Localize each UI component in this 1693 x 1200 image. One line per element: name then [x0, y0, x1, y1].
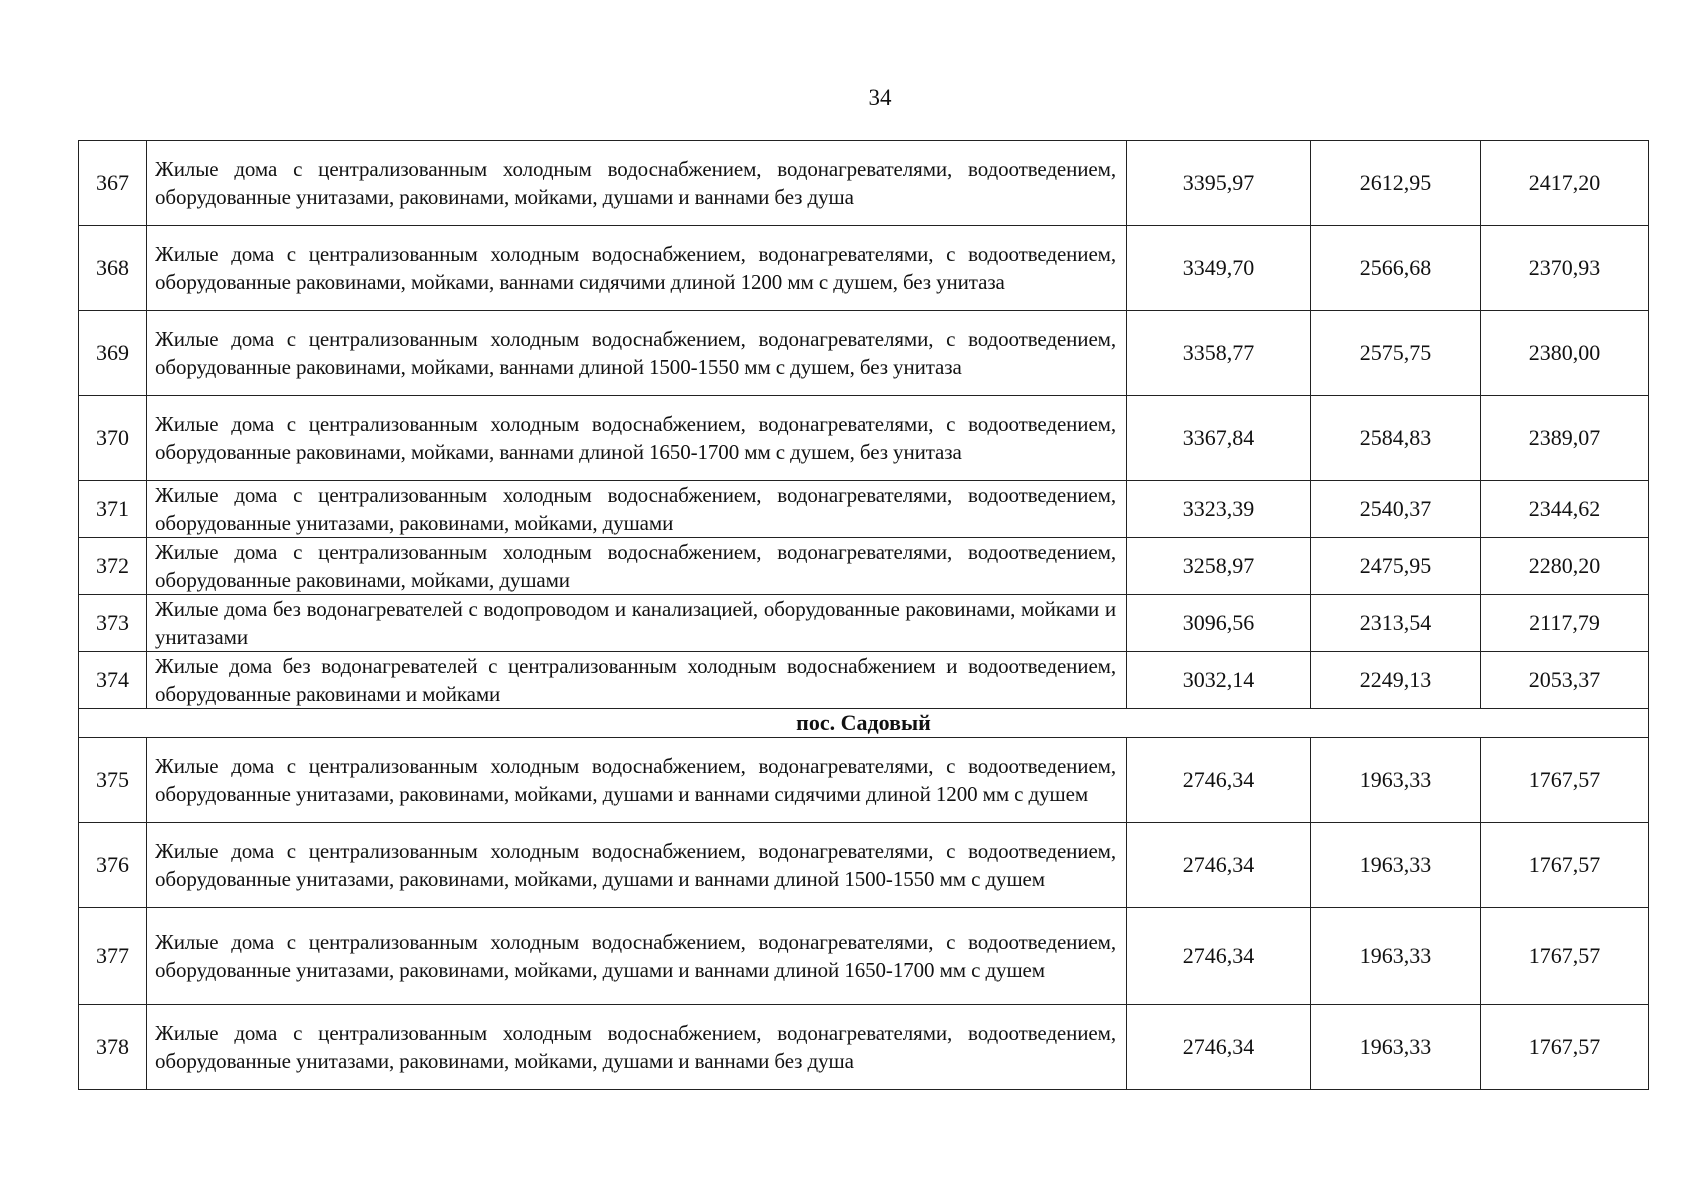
row-number: 377 — [79, 908, 147, 1005]
row-value-1: 2746,34 — [1127, 738, 1311, 823]
row-description: Жилые дома с централизованным холодным водоснабжением, водонагревателями, с водоотведением, оборудованные раковинами, мойками, ваннами длиной 1500-1550 мм с душем, без унитаза — [147, 311, 1127, 396]
row-value-1: 3096,56 — [1127, 595, 1311, 652]
table-row — [79, 1005, 1649, 1090]
row-value-2: 2575,75 — [1311, 311, 1481, 396]
row-value-2: 2584,83 — [1311, 396, 1481, 481]
row-value-1: 3258,97 — [1127, 538, 1311, 595]
row-value-3: 2370,93 — [1481, 226, 1649, 311]
section-title: пос. Садовый — [79, 709, 1649, 738]
row-number: 375 — [79, 738, 147, 823]
table-row — [79, 141, 1649, 226]
table-row — [79, 595, 1649, 652]
table-row — [79, 226, 1649, 311]
row-number: 374 — [79, 652, 147, 709]
row-number: 369 — [79, 311, 147, 396]
row-value-1: 3349,70 — [1127, 226, 1311, 311]
row-value-3: 2417,20 — [1481, 141, 1649, 226]
row-number: 378 — [79, 1005, 147, 1090]
row-description: Жилые дома с централизованным холодным водоснабжением, водонагревателями, водоотведением, оборудованные раковинами, мойками, душами — [147, 538, 1127, 595]
row-value-1: 2746,34 — [1127, 823, 1311, 908]
row-value-2: 2540,37 — [1311, 481, 1481, 538]
row-number: 368 — [79, 226, 147, 311]
row-value-2: 2475,95 — [1311, 538, 1481, 595]
row-value-3: 2389,07 — [1481, 396, 1649, 481]
row-value-2: 2249,13 — [1311, 652, 1481, 709]
tariff-table — [78, 140, 1649, 1090]
table-row — [79, 738, 1649, 823]
row-value-3: 2280,20 — [1481, 538, 1649, 595]
row-value-1: 2746,34 — [1127, 1005, 1311, 1090]
row-value-3: 2380,00 — [1481, 311, 1649, 396]
table-row — [79, 823, 1649, 908]
row-number: 372 — [79, 538, 147, 595]
row-description: Жилые дома с централизованным холодным водоснабжением, водонагревателями, с водоотведением, оборудованные унитазами, раковинами, мойками, душами и ваннами длиной 1650-1700 мм с душем — [147, 908, 1127, 1005]
row-value-3: 1767,57 — [1481, 1005, 1649, 1090]
row-value-1: 3032,14 — [1127, 652, 1311, 709]
row-value-2: 1963,33 — [1311, 1005, 1481, 1090]
table-row — [79, 481, 1649, 538]
page-number: 34 — [868, 85, 892, 110]
row-value-3: 1767,57 — [1481, 823, 1649, 908]
row-description: Жилые дома с централизованным холодным водоснабжением, водонагревателями, водоотведением, оборудованные унитазами, раковинами, мойками, душами и ваннами без душа — [147, 1005, 1127, 1090]
row-value-1: 3358,77 — [1127, 311, 1311, 396]
row-description: Жилые дома с централизованным холодным водоснабжением, водонагревателями, с водоотведением, оборудованные унитазами, раковинами, мойками, душами и ваннами длиной 1500-1550 мм с душем — [147, 823, 1127, 908]
table-row — [79, 652, 1649, 709]
section-row — [79, 709, 1649, 738]
row-value-3: 2117,79 — [1481, 595, 1649, 652]
row-value-2: 1963,33 — [1311, 823, 1481, 908]
row-description: Жилые дома с централизованным холодным водоснабжением, водонагревателями, с водоотведением, оборудованные раковинами, мойками, ваннами сидячими длиной 1200 мм с душем, без унитаза — [147, 226, 1127, 311]
row-number: 367 — [79, 141, 147, 226]
row-value-2: 1963,33 — [1311, 738, 1481, 823]
row-value-2: 2313,54 — [1311, 595, 1481, 652]
row-value-3: 2344,62 — [1481, 481, 1649, 538]
table-row — [79, 908, 1649, 1005]
row-number: 373 — [79, 595, 147, 652]
row-description: Жилые дома без водонагревателей с водопроводом и канализацией, оборудованные раковинами, мойками и унитазами — [147, 595, 1127, 652]
row-number: 371 — [79, 481, 147, 538]
row-value-2: 1963,33 — [1311, 908, 1481, 1005]
row-description: Жилые дома с централизованным холодным водоснабжением, водонагревателями, с водоотведением, оборудованные раковинами, мойками, ваннами длиной 1650-1700 мм с душем, без унитаза — [147, 396, 1127, 481]
row-value-1: 3367,84 — [1127, 396, 1311, 481]
row-number: 376 — [79, 823, 147, 908]
row-description: Жилые дома с централизованным холодным водоснабжением, водонагревателями, водоотведением, оборудованные унитазами, раковинами, мойками, душами — [147, 481, 1127, 538]
table-row — [79, 396, 1649, 481]
row-value-3: 2053,37 — [1481, 652, 1649, 709]
table-row — [79, 538, 1649, 595]
row-value-3: 1767,57 — [1481, 738, 1649, 823]
row-value-2: 2566,68 — [1311, 226, 1481, 311]
row-value-1: 2746,34 — [1127, 908, 1311, 1005]
row-value-1: 3395,97 — [1127, 141, 1311, 226]
row-description: Жилые дома с централизованным холодным водоснабжением, водонагревателями, водоотведением, оборудованные унитазами, раковинами, мойками, душами и ваннами без душа — [147, 141, 1127, 226]
row-description: Жилые дома без водонагревателей с централизованным холодным водоснабжением и водоотведением, оборудованные раковинами и мойками — [147, 652, 1127, 709]
row-value-2: 2612,95 — [1311, 141, 1481, 226]
row-value-3: 1767,57 — [1481, 908, 1649, 1005]
table-row — [79, 311, 1649, 396]
row-number: 370 — [79, 396, 147, 481]
row-description: Жилые дома с централизованным холодным водоснабжением, водонагревателями, с водоотведением, оборудованные унитазами, раковинами, мойками, душами и ваннами сидячими длиной 1200 мм с душем — [147, 738, 1127, 823]
row-value-1: 3323,39 — [1127, 481, 1311, 538]
